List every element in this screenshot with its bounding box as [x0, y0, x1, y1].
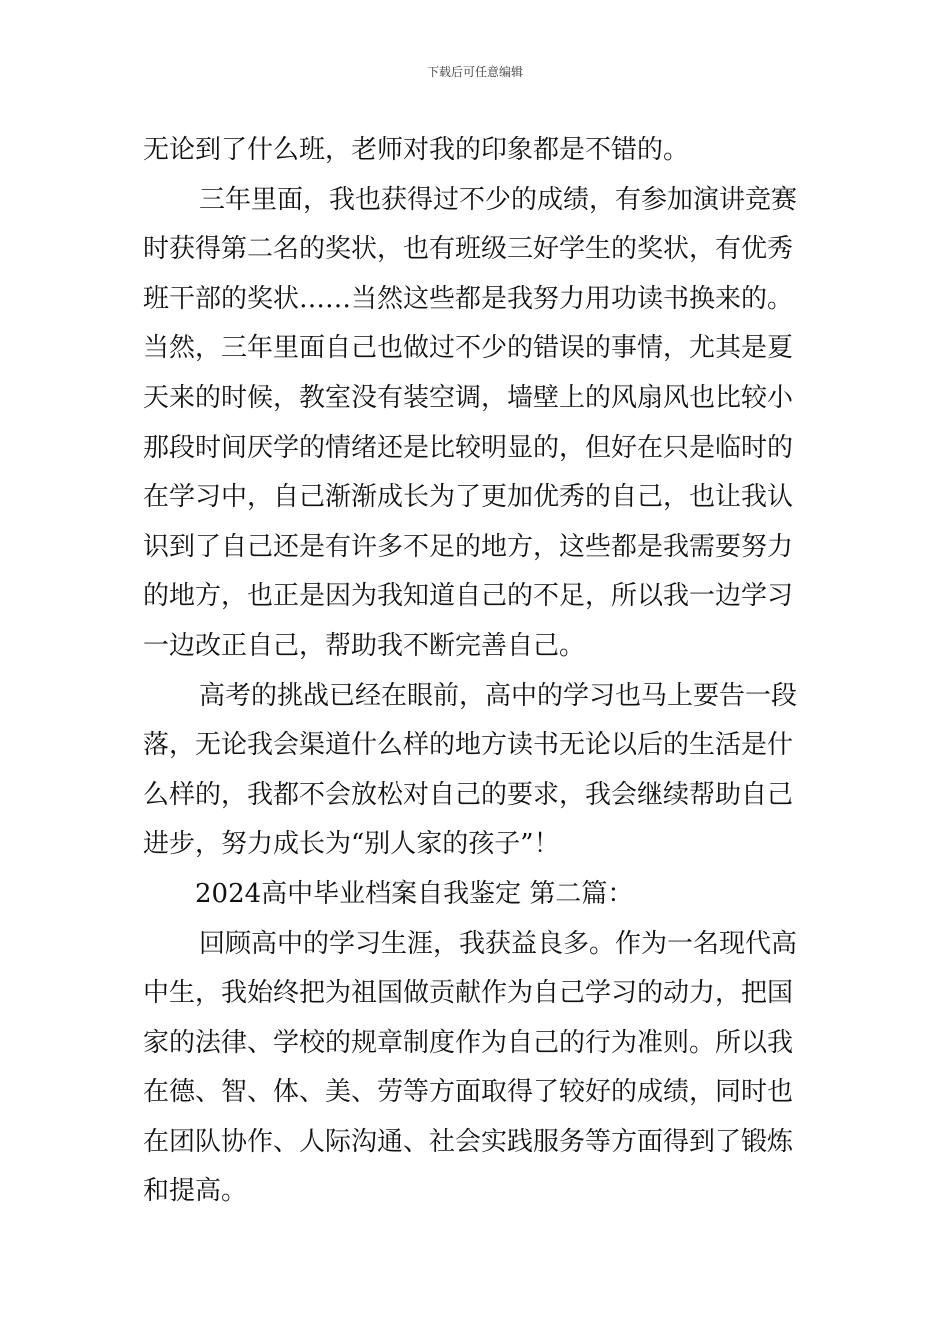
text-line: 时获得第二名的奖状，也有班级三好学生的奖状，有优秀 [143, 234, 794, 265]
text-line: 么样的，我都不会放松对自己的要求，我会继续帮助自己 [143, 779, 794, 810]
text-line: 和提高。 [143, 1176, 248, 1207]
text-line: 落，无论我会渠道什么样的地方读书无论以后的生活是什 [143, 730, 794, 761]
text-line: 进步，努力成长为“别人家的孩子”！ [143, 829, 560, 860]
text-line: 无论到了什么班，老师对我的印象都是不错的。 [143, 135, 690, 165]
section-heading: 2024高中毕业档案自我鉴定 第二篇： [195, 878, 634, 909]
paragraph-first-line: 回顾高中的学习生涯，我获益良多。作为一名现代高 [199, 928, 798, 959]
document-body [143, 126, 823, 1217]
text-line: 中生，我始终把为祖国做贡献作为自己学习的动力，把国 [143, 978, 794, 1009]
text-line: 天来的时候，教室没有装空调，墙壁上的风扇风也比较小 [143, 382, 794, 413]
text-line: 在学习中，自己渐渐成长为了更加优秀的自己，也让我认 [143, 482, 794, 513]
text-line: 识到了自己还是有许多不足的地方，这些都是我需要努力 [143, 531, 794, 562]
text-line: 班干部的奖状……当然这些都是我努力用功读书换来的。 [143, 283, 794, 314]
text-line: 那段时间厌学的情绪还是比较明显的，但好在只是临时的 [143, 432, 794, 463]
text-line: 家的法律、学校的规章制度作为自己的行为准则。所以我 [143, 1027, 794, 1058]
paragraph-first-line: 高考的挑战已经在眼前，高中的学习也马上要告一段 [199, 680, 798, 711]
page-header-note: 下载后可任意编辑 [426, 65, 523, 79]
text-line: 的地方，也正是因为我知道自己的不足，所以我一边学习 [143, 581, 794, 612]
text-line: 在德、智、体、美、劳等方面取得了较好的成绩，同时也 [143, 1077, 794, 1108]
paragraph-first-line: 三年里面，我也获得过不少的成绩，有参加演讲竞赛 [199, 184, 798, 215]
text-line: 当然，三年里面自己也做过不少的错误的事情，尤其是夏 [143, 333, 794, 364]
text-line: 在团队协作、人际沟通、社会实践服务等方面得到了锻炼 [143, 1126, 794, 1157]
text-line: 一边改正自己，帮助我不断完善自己。 [143, 630, 586, 661]
